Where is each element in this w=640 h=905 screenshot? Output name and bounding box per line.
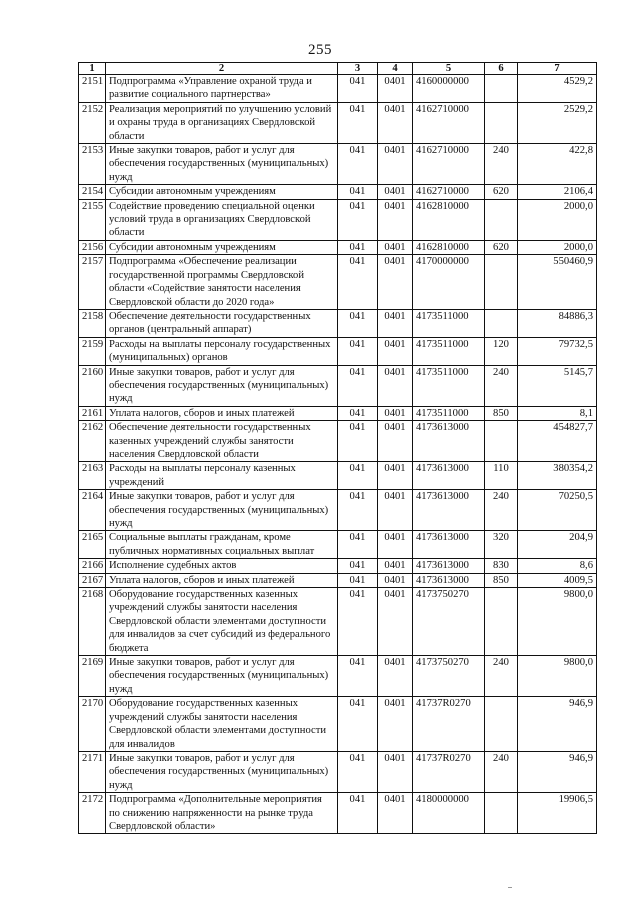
code-target: 4162710000 [413,144,485,185]
row-name: Исполнение судебных актов [106,559,338,573]
code-target: 4173613000 [413,462,485,490]
header-cell: 4 [378,63,413,75]
table-row [79,144,597,185]
code-target: 4173511000 [413,337,485,365]
code-target: 4173613000 [413,559,485,573]
page-number: 255 [308,42,332,58]
row-name: Расходы на выплаты персоналу государственных (муниципальных) органов [106,337,338,365]
row-amount: 204,9 [518,531,597,559]
row-number: 2154 [79,185,106,199]
code-section: 0401 [378,144,413,185]
code-ministry: 041 [338,75,378,103]
code-target: 4162710000 [413,185,485,199]
row-number: 2165 [79,531,106,559]
code-ministry: 041 [338,531,378,559]
budget-table [78,62,597,834]
code-section: 0401 [378,751,413,792]
code-expense-type: 620 [485,185,518,199]
table-row [79,793,597,834]
code-section: 0401 [378,185,413,199]
code-ministry: 041 [338,337,378,365]
code-expense-type: 120 [485,337,518,365]
code-expense-type [485,199,518,240]
row-name: Оборудование государственных казенных учреждений службы занятости населения Свердловской области элементами доступности для инвалидов [106,697,338,752]
row-amount: 9800,0 [518,588,597,656]
row-number: 2168 [79,588,106,656]
header-cell: 5 [413,63,485,75]
code-section: 0401 [378,656,413,697]
code-ministry: 041 [338,697,378,752]
code-section: 0401 [378,573,413,587]
row-number: 2160 [79,365,106,406]
code-section: 0401 [378,531,413,559]
code-expense-type: 320 [485,531,518,559]
code-expense-type: 830 [485,559,518,573]
header-cell: 3 [338,63,378,75]
code-target: 4173613000 [413,573,485,587]
row-number: 2169 [79,656,106,697]
code-section: 0401 [378,793,413,834]
row-amount: 422,8 [518,144,597,185]
row-name: Уплата налогов, сборов и иных платежей [106,406,338,420]
code-section: 0401 [378,588,413,656]
table-row [79,365,597,406]
row-amount: 2000,0 [518,199,597,240]
code-target: 4173613000 [413,421,485,462]
code-expense-type: 850 [485,573,518,587]
code-section: 0401 [378,75,413,103]
code-target: 4162710000 [413,102,485,143]
code-target: 4173613000 [413,490,485,531]
table-row [79,185,597,199]
code-section: 0401 [378,255,413,310]
code-expense-type [485,793,518,834]
table-row [79,531,597,559]
code-section: 0401 [378,199,413,240]
row-amount: 946,9 [518,751,597,792]
code-section: 0401 [378,309,413,337]
table-row [79,337,597,365]
code-ministry: 041 [338,199,378,240]
code-expense-type: 850 [485,406,518,420]
code-section: 0401 [378,240,413,254]
row-amount: 5145,7 [518,365,597,406]
code-section: 0401 [378,421,413,462]
row-name: Иные закупки товаров, работ и услуг для обеспечения государственных (муниципальных) нужд [106,490,338,531]
code-expense-type: 240 [485,656,518,697]
row-amount: 2106,4 [518,185,597,199]
table-row [79,751,597,792]
row-name: Субсидии автономным учреждениям [106,240,338,254]
table-row [79,240,597,254]
header-row [79,63,597,75]
row-amount: 84886,3 [518,309,597,337]
code-ministry: 041 [338,144,378,185]
row-number: 2172 [79,793,106,834]
row-number: 2151 [79,75,106,103]
row-amount: 946,9 [518,697,597,752]
row-number: 2159 [79,337,106,365]
code-ministry: 041 [338,406,378,420]
row-name: Подпрограмма «Дополнительные мероприятия по снижению напряженности на рынке труда Свердловской области» [106,793,338,834]
row-amount: 19906,5 [518,793,597,834]
code-target: 4170000000 [413,255,485,310]
code-section: 0401 [378,559,413,573]
table-row [79,588,597,656]
code-section: 0401 [378,462,413,490]
code-target: 4180000000 [413,793,485,834]
code-expense-type: 240 [485,144,518,185]
code-ministry: 041 [338,309,378,337]
code-target: 41737R0270 [413,751,485,792]
row-amount: 70250,5 [518,490,597,531]
code-ministry: 041 [338,240,378,254]
row-amount: 4529,2 [518,75,597,103]
row-amount: 8,6 [518,559,597,573]
code-target: 4173511000 [413,309,485,337]
code-ministry: 041 [338,559,378,573]
code-ministry: 041 [338,462,378,490]
row-number: 2157 [79,255,106,310]
row-number: 2156 [79,240,106,254]
code-ministry: 041 [338,751,378,792]
code-expense-type: 240 [485,490,518,531]
row-number: 2158 [79,309,106,337]
table-row [79,406,597,420]
code-target: 4173511000 [413,365,485,406]
table-row [79,697,597,752]
row-amount: 550460,9 [518,255,597,310]
code-ministry: 041 [338,255,378,310]
code-section: 0401 [378,337,413,365]
row-amount: 2529,2 [518,102,597,143]
code-target: 4160000000 [413,75,485,103]
row-name: Социальные выплаты гражданам, кроме публичных нормативных социальных выплат [106,531,338,559]
row-name: Обеспечение деятельности государственных органов (центральный аппарат) [106,309,338,337]
row-amount: 4009,5 [518,573,597,587]
row-name: Субсидии автономным учреждениям [106,185,338,199]
code-expense-type: 110 [485,462,518,490]
code-ministry: 041 [338,490,378,531]
code-expense-type [485,309,518,337]
header-cell: 1 [79,63,106,75]
code-ministry: 041 [338,185,378,199]
code-target: 4173750270 [413,656,485,697]
row-number: 2163 [79,462,106,490]
code-section: 0401 [378,102,413,143]
row-amount: 380354,2 [518,462,597,490]
row-number: 2161 [79,406,106,420]
table-row [79,559,597,573]
code-section: 0401 [378,406,413,420]
code-expense-type [485,255,518,310]
row-name: Обеспечение деятельности государственных казенных учреждений службы занятости населения Свердловской области [106,421,338,462]
row-number: 2155 [79,199,106,240]
row-number: 2167 [79,573,106,587]
code-expense-type: 620 [485,240,518,254]
row-amount: 2000,0 [518,240,597,254]
code-section: 0401 [378,490,413,531]
row-name: Иные закупки товаров, работ и услуг для обеспечения государственных (муниципальных) нужд [106,751,338,792]
row-name: Иные закупки товаров, работ и услуг для обеспечения государственных (муниципальных) нужд [106,144,338,185]
code-target: 41737R0270 [413,697,485,752]
row-number: 2171 [79,751,106,792]
code-ministry: 041 [338,365,378,406]
code-ministry: 041 [338,421,378,462]
code-ministry: 041 [338,102,378,143]
row-amount: 454827,7 [518,421,597,462]
row-number: 2166 [79,559,106,573]
row-amount: 9800,0 [518,656,597,697]
table-row [79,75,597,103]
row-name: Реализация мероприятий по улучшению условий и охраны труда в организациях Свердловской области [106,102,338,143]
row-number: 2164 [79,490,106,531]
header-cell: 7 [518,63,597,75]
row-number: 2152 [79,102,106,143]
table-row [79,462,597,490]
row-name: Подпрограмма «Обеспечение реализации государственной программы Свердловской области «Содействие занятости населения Свердловской области до 2020 года» [106,255,338,310]
table-row [79,573,597,587]
table-row [79,102,597,143]
header-cell: 6 [485,63,518,75]
code-expense-type [485,588,518,656]
code-ministry: 041 [338,656,378,697]
code-expense-type [485,102,518,143]
row-name: Уплата налогов, сборов и иных платежей [106,573,338,587]
row-amount: 8,1 [518,406,597,420]
code-ministry: 041 [338,588,378,656]
code-target: 4162810000 [413,240,485,254]
table-row [79,255,597,310]
code-ministry: 041 [338,793,378,834]
table-row [79,421,597,462]
header-cell: 2 [106,63,338,75]
table-row [79,656,597,697]
row-name: Содействие проведению специальной оценки условий труда в организациях Свердловской области [106,199,338,240]
code-ministry: 041 [338,573,378,587]
row-name: Подпрограмма «Управление охраной труда и развитие социального партнерства» [106,75,338,103]
row-name: Расходы на выплаты персоналу казенных учреждений [106,462,338,490]
table-row [79,309,597,337]
table-row [79,199,597,240]
code-target: 4173613000 [413,531,485,559]
row-amount: 79732,5 [518,337,597,365]
row-name: Иные закупки товаров, работ и услуг для обеспечения государственных (муниципальных) нужд [106,365,338,406]
table-row [79,490,597,531]
code-target: 4173750270 [413,588,485,656]
row-name: Оборудование государственных казенных учреждений службы занятости населения Свердловской области элементами доступности для инвалидов за счет субсидий из федерального бюджета [106,588,338,656]
code-section: 0401 [378,365,413,406]
code-expense-type [485,75,518,103]
scan-mark [508,887,512,888]
row-number: 2170 [79,697,106,752]
code-expense-type: 240 [485,751,518,792]
code-section: 0401 [378,697,413,752]
code-target: 4173511000 [413,406,485,420]
row-number: 2153 [79,144,106,185]
code-expense-type: 240 [485,365,518,406]
row-name: Иные закупки товаров, работ и услуг для обеспечения государственных (муниципальных) нужд [106,656,338,697]
row-number: 2162 [79,421,106,462]
code-target: 4162810000 [413,199,485,240]
code-expense-type [485,421,518,462]
code-expense-type [485,697,518,752]
